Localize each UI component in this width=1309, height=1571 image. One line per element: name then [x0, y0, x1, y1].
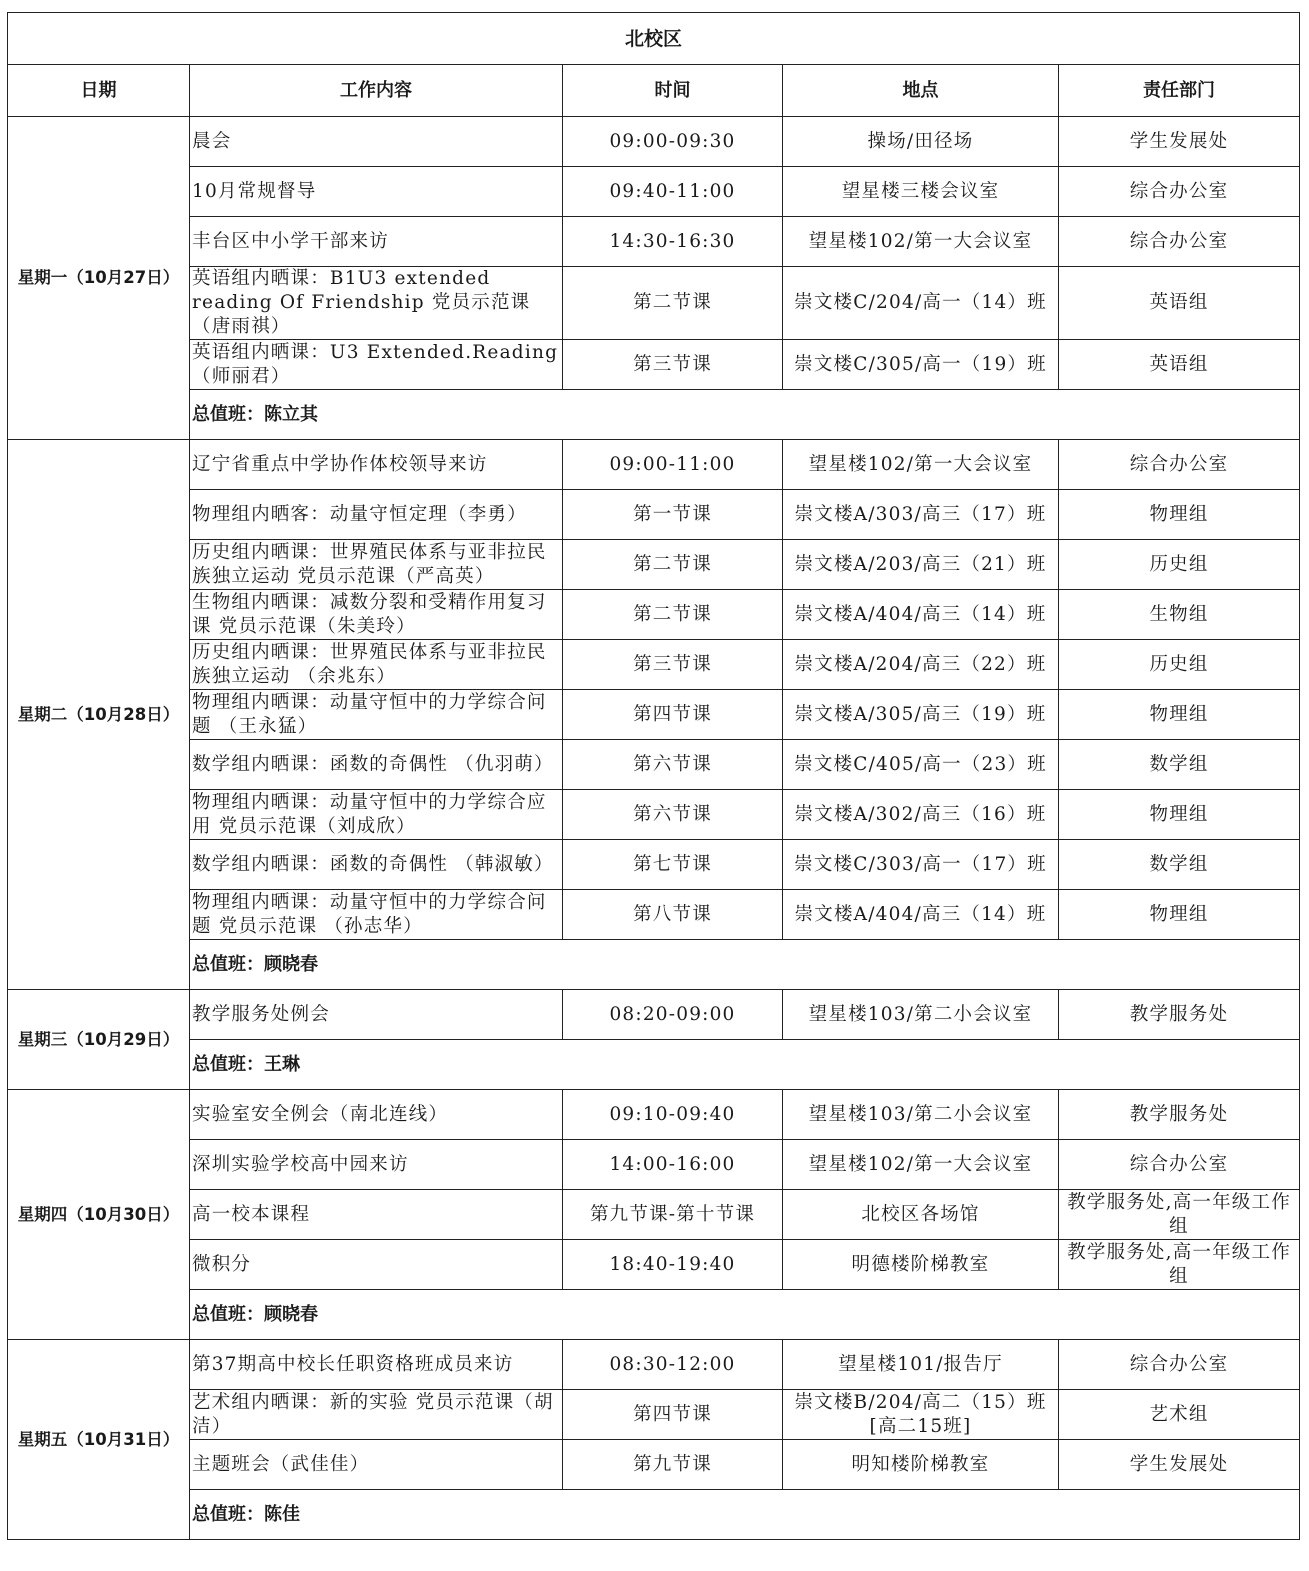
place-cell: 望星楼103/第二小会议室 [783, 1090, 1059, 1140]
dept-cell: 英语组 [1059, 340, 1300, 390]
place-cell: 望星楼103/第二小会议室 [783, 990, 1059, 1040]
work-content: 高一校本课程 [190, 1190, 563, 1240]
dept-cell: 物理组 [1059, 890, 1300, 940]
table-row [8, 690, 1300, 740]
dept-cell: 教学服务处,高一年级工作组 [1059, 1240, 1300, 1290]
place-cell: 明知楼阶梯教室 [783, 1440, 1059, 1490]
place-cell: 崇文楼C/303/高一（17）班 [783, 840, 1059, 890]
time-cell: 第九节课 [563, 1440, 783, 1490]
time-cell: 09:40-11:00 [563, 167, 783, 217]
header-date: 日期 [8, 65, 190, 117]
duty-officer: 总值班：顾晓春 [190, 1290, 1300, 1340]
place-cell: 望星楼101/报告厅 [783, 1340, 1059, 1390]
duty-row [8, 1490, 1300, 1540]
work-content: 艺术组内晒课：新的实验 党员示范课（胡洁） [190, 1390, 563, 1440]
dept-cell: 学生发展处 [1059, 117, 1300, 167]
table-row [8, 890, 1300, 940]
place-cell: 崇文楼C/305/高一（19）班 [783, 340, 1059, 390]
work-content: 英语组内晒课：B1U3 extended reading Of Friendship 党员示范课（唐雨祺） [190, 267, 563, 340]
duty-officer: 总值班：陈立其 [190, 390, 1300, 440]
table-row [8, 167, 1300, 217]
table-row [8, 1340, 1300, 1390]
table-row [8, 740, 1300, 790]
time-cell: 08:20-09:00 [563, 990, 783, 1040]
header-row [8, 65, 1300, 117]
dept-cell: 教学服务处 [1059, 990, 1300, 1040]
work-content: 历史组内晒课：世界殖民体系与亚非拉民族独立运动 （余兆东） [190, 640, 563, 690]
day-label: 星期五（10月31日） [8, 1340, 190, 1540]
table-row [8, 540, 1300, 590]
title-row [8, 13, 1300, 65]
dept-cell: 综合办公室 [1059, 440, 1300, 490]
dept-cell: 教学服务处 [1059, 1090, 1300, 1140]
header-dept: 责任部门 [1059, 65, 1300, 117]
place-cell: 崇文楼A/305/高三（19）班 [783, 690, 1059, 740]
day-label: 星期三（10月29日） [8, 990, 190, 1090]
table-row [8, 1140, 1300, 1190]
place-cell: 崇文楼B/204/高二（15）班[高二15班] [783, 1390, 1059, 1440]
work-content: 辽宁省重点中学协作体校领导来访 [190, 440, 563, 490]
campus-schedule-table [7, 12, 1300, 1540]
dept-cell: 数学组 [1059, 740, 1300, 790]
work-content: 英语组内晒课：U3 Extended.Reading （师丽君） [190, 340, 563, 390]
work-content: 物理组内晒客：动量守恒定理（李勇） [190, 490, 563, 540]
time-cell: 第八节课 [563, 890, 783, 940]
header-time: 时间 [563, 65, 783, 117]
place-cell: 崇文楼C/204/高一（14）班 [783, 267, 1059, 340]
dept-cell: 物理组 [1059, 690, 1300, 740]
dept-cell: 物理组 [1059, 490, 1300, 540]
time-cell: 第七节课 [563, 840, 783, 890]
duty-officer: 总值班：王琳 [190, 1040, 1300, 1090]
time-cell: 09:00-11:00 [563, 440, 783, 490]
table-row [8, 1440, 1300, 1490]
dept-cell: 历史组 [1059, 640, 1300, 690]
place-cell: 明德楼阶梯教室 [783, 1240, 1059, 1290]
place-cell: 崇文楼A/303/高三（17）班 [783, 490, 1059, 540]
dept-cell: 物理组 [1059, 790, 1300, 840]
work-content: 物理组内晒课：动量守恒中的力学综合问题 党员示范课 （孙志华） [190, 890, 563, 940]
table-row [8, 117, 1300, 167]
duty-row [8, 1290, 1300, 1340]
time-cell: 18:40-19:40 [563, 1240, 783, 1290]
day-label: 星期一（10月27日） [8, 117, 190, 440]
table-row [8, 440, 1300, 490]
table-row [8, 1390, 1300, 1440]
place-cell: 崇文楼A/204/高三（22）班 [783, 640, 1059, 690]
dept-cell: 历史组 [1059, 540, 1300, 590]
work-content: 主题班会（武佳佳） [190, 1440, 563, 1490]
dept-cell: 综合办公室 [1059, 167, 1300, 217]
table-row [8, 640, 1300, 690]
work-content: 数学组内晒课：函数的奇偶性 （韩淑敏） [190, 840, 563, 890]
place-cell: 崇文楼A/203/高三（21）班 [783, 540, 1059, 590]
place-cell: 操场/田径场 [783, 117, 1059, 167]
work-content: 微积分 [190, 1240, 563, 1290]
work-content: 生物组内晒课：减数分裂和受精作用复习课 党员示范课（朱美玲） [190, 590, 563, 640]
table-row [8, 340, 1300, 390]
place-cell: 望星楼三楼会议室 [783, 167, 1059, 217]
place-cell: 望星楼102/第一大会议室 [783, 1140, 1059, 1190]
work-content: 实验室安全例会（南北连线） [190, 1090, 563, 1140]
time-cell: 14:30-16:30 [563, 217, 783, 267]
time-cell: 08:30-12:00 [563, 1340, 783, 1390]
time-cell: 第六节课 [563, 790, 783, 840]
dept-cell: 综合办公室 [1059, 1340, 1300, 1390]
time-cell: 09:00-09:30 [563, 117, 783, 167]
time-cell: 第九节课-第十节课 [563, 1190, 783, 1240]
place-cell: 崇文楼A/404/高三（14）班 [783, 590, 1059, 640]
table-row [8, 1090, 1300, 1140]
header-place: 地点 [783, 65, 1059, 117]
dept-cell: 学生发展处 [1059, 1440, 1300, 1490]
place-cell: 北校区各场馆 [783, 1190, 1059, 1240]
table-row [8, 790, 1300, 840]
table-row [8, 1190, 1300, 1240]
dept-cell: 数学组 [1059, 840, 1300, 890]
time-cell: 第三节课 [563, 340, 783, 390]
work-content: 历史组内晒课：世界殖民体系与亚非拉民族独立运动 党员示范课（严高英） [190, 540, 563, 590]
work-content: 第37期高中校长任职资格班成员来访 [190, 1340, 563, 1390]
time-cell: 第四节课 [563, 690, 783, 740]
place-cell: 望星楼102/第一大会议室 [783, 217, 1059, 267]
dept-cell: 综合办公室 [1059, 1140, 1300, 1190]
day-label: 星期四（10月30日） [8, 1090, 190, 1340]
work-content: 10月常规督导 [190, 167, 563, 217]
schedule-body [8, 13, 1300, 1540]
work-content: 深圳实验学校高中园来访 [190, 1140, 563, 1190]
duty-officer: 总值班：顾晓春 [190, 940, 1300, 990]
table-row [8, 1240, 1300, 1290]
place-cell: 崇文楼C/405/高一（23）班 [783, 740, 1059, 790]
duty-row [8, 1040, 1300, 1090]
dept-cell: 英语组 [1059, 267, 1300, 340]
table-row [8, 217, 1300, 267]
work-content: 数学组内晒课：函数的奇偶性 （仇羽萌） [190, 740, 563, 790]
time-cell: 第二节课 [563, 267, 783, 340]
table-title: 北校区 [8, 13, 1300, 65]
time-cell: 14:00-16:00 [563, 1140, 783, 1190]
place-cell: 望星楼102/第一大会议室 [783, 440, 1059, 490]
time-cell: 09:10-09:40 [563, 1090, 783, 1140]
header-content: 工作内容 [190, 65, 563, 117]
duty-officer: 总值班：陈佳 [190, 1490, 1300, 1540]
dept-cell: 生物组 [1059, 590, 1300, 640]
dept-cell: 教学服务处,高一年级工作组 [1059, 1190, 1300, 1240]
work-content: 教学服务处例会 [190, 990, 563, 1040]
table-row [8, 267, 1300, 340]
time-cell: 第一节课 [563, 490, 783, 540]
table-row [8, 840, 1300, 890]
dept-cell: 综合办公室 [1059, 217, 1300, 267]
time-cell: 第三节课 [563, 640, 783, 690]
table-row [8, 590, 1300, 640]
work-content: 物理组内晒课：动量守恒中的力学综合应用 党员示范课（刘成欣） [190, 790, 563, 840]
place-cell: 崇文楼A/302/高三（16）班 [783, 790, 1059, 840]
table-row [8, 490, 1300, 540]
work-content: 丰台区中小学干部来访 [190, 217, 563, 267]
time-cell: 第二节课 [563, 590, 783, 640]
duty-row [8, 390, 1300, 440]
duty-row [8, 940, 1300, 990]
day-label: 星期二（10月28日） [8, 440, 190, 990]
dept-cell: 艺术组 [1059, 1390, 1300, 1440]
time-cell: 第四节课 [563, 1390, 783, 1440]
work-content: 晨会 [190, 117, 563, 167]
table-row [8, 990, 1300, 1040]
time-cell: 第二节课 [563, 540, 783, 590]
time-cell: 第六节课 [563, 740, 783, 790]
place-cell: 崇文楼A/404/高三（14）班 [783, 890, 1059, 940]
work-content: 物理组内晒课：动量守恒中的力学综合问题 （王永猛） [190, 690, 563, 740]
